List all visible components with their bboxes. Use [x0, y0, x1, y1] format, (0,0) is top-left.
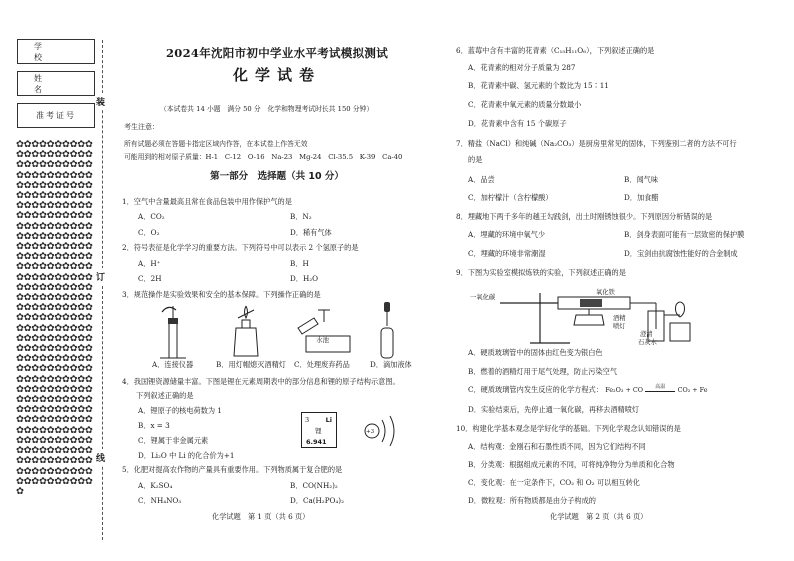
- note-line-2: 可能用到的相对原子质量：H-1 C-12 O-16 Na-23 Mg-24 Cl-35.5 K-39 Ca-40: [124, 153, 403, 161]
- exam-title: 2024年沈阳市初中学业水平考试模拟测试: [165, 46, 388, 60]
- cut-char-zhuang: 装: [96, 93, 105, 110]
- q7-option-b[interactable]: B．闻气味: [624, 175, 659, 184]
- q7-option-d[interactable]: D．加食醋: [624, 193, 659, 202]
- ironmaking-apparatus: [470, 285, 700, 347]
- q8-option-b[interactable]: B．剑身表面可能有一层致密的保护膜: [624, 230, 745, 239]
- note-line-1: 所有试题必须在答题卡指定区域内作答，在本试卷上作答无效: [124, 140, 308, 148]
- exam-info: （本试卷共 14 小题 满分 50 分 化学和物理考试时长共 150 分钟）: [160, 105, 374, 113]
- co-label: 一氧化碳: [470, 294, 496, 301]
- q9-option-d[interactable]: D．实验结束后，先停止通一氧化碳，再移去酒精喷灯: [468, 405, 640, 414]
- lamp-label-1: 酒精: [613, 315, 626, 322]
- section-title: 第一部分 选择题（共 10 分）: [210, 171, 344, 182]
- limewater-label-2: 石灰水: [638, 339, 657, 346]
- question-7-stem: 7．精盐（NaCl）和纯碱（Na₂CO₃）是厨房里常见的固体，下列鉴别二者的方法不可行: [456, 139, 737, 148]
- q2-option-d[interactable]: D．H₂O: [290, 274, 318, 283]
- element-name: 锂: [315, 427, 322, 435]
- question-4-stem: 4．我国锂资源储量丰富。下图是锂在元素周期表中的部分信息和锂的原子结构示意图。: [122, 377, 400, 386]
- cut-char-xian: 线: [96, 449, 105, 466]
- q1-option-a[interactable]: A．CO₂: [138, 212, 165, 221]
- q5-option-d[interactable]: D．Ca(H₂PO₄)₂: [290, 496, 344, 505]
- binding-strip: [0, 0, 112, 561]
- page-footer-1: 化学试题 第 1 页（共 6 页）: [212, 512, 310, 521]
- reaction-condition: 高温: [655, 384, 666, 390]
- q1-option-c[interactable]: C．O₂: [138, 228, 160, 237]
- q10-option-b[interactable]: B．分类观：根据组成元素的不同，可将纯净物分为单质和化合物: [468, 460, 675, 469]
- q10-option-a[interactable]: A．结构观：金刚石和石墨性质不同，因为它们结构不同: [468, 442, 646, 451]
- q4-option-a[interactable]: A．锂原子的核电荷数为 1: [138, 406, 222, 415]
- q5-option-a[interactable]: A．K₂SO₄: [138, 481, 173, 490]
- q6-option-d[interactable]: D．花青素中含有 15 个碳原子: [468, 119, 567, 128]
- sink-label: 水池: [316, 336, 329, 344]
- q5-option-c[interactable]: C．NH₄NO₃: [138, 496, 182, 505]
- exam-subject: 化学试卷: [232, 66, 321, 84]
- q6-option-c[interactable]: C．花青素中氧元素的质量分数最小: [468, 100, 582, 109]
- question-4-stem-2: 下列叙述正确的是: [136, 391, 194, 400]
- reaction-arrow: [645, 384, 675, 392]
- q8-option-d[interactable]: D．宝剑由抗腐蚀性能好的合金制成: [624, 249, 738, 258]
- element-symbol: Li: [325, 416, 332, 424]
- student-info-boxes: [17, 39, 95, 135]
- q9-option-c-text: C．硬质玻璃管内发生反应的化学方程式：: [468, 385, 603, 394]
- lamp-label-2: 喷灯: [613, 323, 626, 330]
- q4-option-c[interactable]: C．锂属于非金属元素: [138, 436, 209, 445]
- page-footer-2: 化学试题 第 2 页（共 6 页）: [550, 512, 648, 521]
- q2-option-c[interactable]: C．2H: [138, 274, 162, 283]
- q1-option-d[interactable]: D．稀有气体: [290, 228, 332, 237]
- lab-figure-a: [154, 302, 194, 360]
- element-tile: [301, 412, 337, 448]
- q7-option-a[interactable]: A．品尝: [468, 175, 495, 184]
- name-field[interactable]: 姓 名: [17, 71, 95, 96]
- exam-number-field[interactable]: 准考证号: [17, 103, 95, 128]
- q3-option-a[interactable]: A．连接仪器: [152, 360, 194, 369]
- q10-option-d[interactable]: D．微粒观：所有物质都是由分子构成的: [468, 496, 596, 505]
- q5-option-b[interactable]: B．CO(NH₂)₂: [290, 481, 338, 490]
- question-9-stem: 9．下图为实验室模拟炼铁的实验，下列叙述正确的是: [456, 268, 626, 277]
- q4-option-b[interactable]: B．x = 3: [138, 421, 170, 430]
- fe2o3-label: 氧化铁: [596, 289, 615, 296]
- atomic-mass: 6.941: [306, 438, 327, 446]
- q7-option-c[interactable]: C．加柠檬汁（含柠檬酸）: [468, 193, 553, 202]
- question-5-stem: 5．化肥对提高农作物的产量具有重要作用。下列物质属于复合肥的是: [122, 465, 343, 474]
- q9-option-c[interactable]: [468, 385, 708, 395]
- atomic-number: 3: [305, 416, 310, 424]
- q8-option-c[interactable]: C．埋藏的环境非常潮湿: [468, 249, 546, 258]
- limewater-label-1: 澄清: [640, 331, 653, 338]
- question-10-stem: 10．构建化学基本观念是学好化学的基础。下列化学观念认知错误的是: [456, 424, 681, 433]
- q2-option-a[interactable]: A．H⁺: [138, 259, 161, 268]
- question-7-stem-2: 的是: [468, 155, 483, 164]
- q6-option-a[interactable]: A．花青素的相对分子质量为 287: [468, 63, 576, 72]
- q10-option-c[interactable]: C．变化观：在一定条件下，CO₂ 和 O₂ 可以相互转化: [468, 478, 640, 487]
- q3-option-c[interactable]: C．处理废弃药品: [294, 360, 350, 369]
- question-1-stem: 1．空气中含量最高且常在食品包装中用作保护气的是: [122, 197, 292, 206]
- q4-option-d[interactable]: D．Li₂O 中 Li 的化合价为+1: [138, 451, 235, 460]
- nucleus-charge: +3: [366, 429, 375, 435]
- lab-figure-b: [226, 302, 266, 360]
- q3-option-d[interactable]: D．滴加液体: [370, 360, 412, 369]
- q6-option-b[interactable]: B．花青素中碳、氢元素的个数比为 15∶11: [468, 81, 609, 90]
- q9-reactants: Fe₂O₃ + CO: [605, 386, 643, 394]
- question-2-stem: 2．符号表征是化学学习的重要方法。下列符号中可以表示 2 个氢原子的是: [122, 243, 359, 252]
- lab-figure-d: [372, 300, 402, 360]
- question-6-stem: 6．蓝莓中含有丰富的花青素（C₁₅H₁₁O₆），下列叙述正确的是: [456, 46, 655, 55]
- q8-option-a[interactable]: A．埋藏的环境中氧气少: [468, 230, 546, 239]
- q1-option-b[interactable]: B．N₂: [290, 212, 312, 221]
- q9-option-b[interactable]: B．燃着的酒精灯用于尾气处理，防止污染空气: [468, 367, 618, 376]
- q3-option-b[interactable]: B．用灯帽熄灭酒精灯: [216, 360, 286, 369]
- decorative-pattern: ✿✿✿✿✿✿✿✿✿✿✿✿✿✿✿✿✿✿✿✿✿✿✿✿✿✿✿✿✿✿✿✿✿✿✿✿✿✿✿✿✿✿✿✿✿✿✿✿✿✿✿✿✿✿✿✿✿✿✿✿✿✿✿✿✿✿✿✿✿✿✿✿✿✿✿✿✿✿✿✿✿✿✿✿✿✿✿✿✿✿✿✿✿✿✿✿✿✿✿✿✿✿✿✿✿✿✿✿✿✿✿✿✿✿✿✿✿✿✿✿✿✿✿✿✿✿✿✿✿✿✿✿✿✿✿✿✿✿✿✿✿✿✿✿✿✿✿✿✿✿✿✿✿✿✿✿✿✿✿✿✿✿✿✿✿✿✿✿✿✿✿✿✿✿✿✿✿✿✿✿✿✿✿✿✿✿✿✿✿✿✿✿✿✿✿✿✿✿✿✿✿✿✿✿✿✿✿✿✿✿✿✿✿✿✿✿✿✿✿✿✿✿✿✿✿✿✿✿✿✿✿✿✿✿✿✿✿✿✿✿✿✿✿✿✿✿✿✿✿✿✿✿✿✿✿✿✿✿✿✿✿✿✿✿✿✿✿✿✿✿✿✿✿✿✿✿✿✿✿✿✿✿✿✿✿✿✿✿✿✿✿✿✿✿✿✿✿✿✿✿✿✿✿✿✿✿✿✿✿✿✿✿✿✿✿✿✿✿✿✿✿✿✿✿✿✿✿✿✿✿✿✿✿✿✿✿✿✿✿✿✿: [16, 140, 93, 497]
- lab-figure-c: [294, 306, 354, 358]
- notes-title: 考生注意：: [124, 123, 159, 131]
- q2-option-b[interactable]: B．H: [290, 259, 309, 268]
- q9-option-a[interactable]: A．硬质玻璃管中的固体由红色变为银白色: [468, 348, 603, 357]
- question-8-stem: 8．埋藏地下两千多年的越王勾践剑，出土时刚锈蚀很少。下列原因分析错误的是: [456, 212, 713, 221]
- q9-products: CO₂ + Fe: [677, 386, 708, 394]
- cut-char-ding: 订: [96, 268, 105, 285]
- school-field[interactable]: 学 校: [17, 39, 95, 64]
- question-3-stem: 3．规范操作是实验效果和安全的基本保障。下列操作正确的是: [122, 290, 321, 299]
